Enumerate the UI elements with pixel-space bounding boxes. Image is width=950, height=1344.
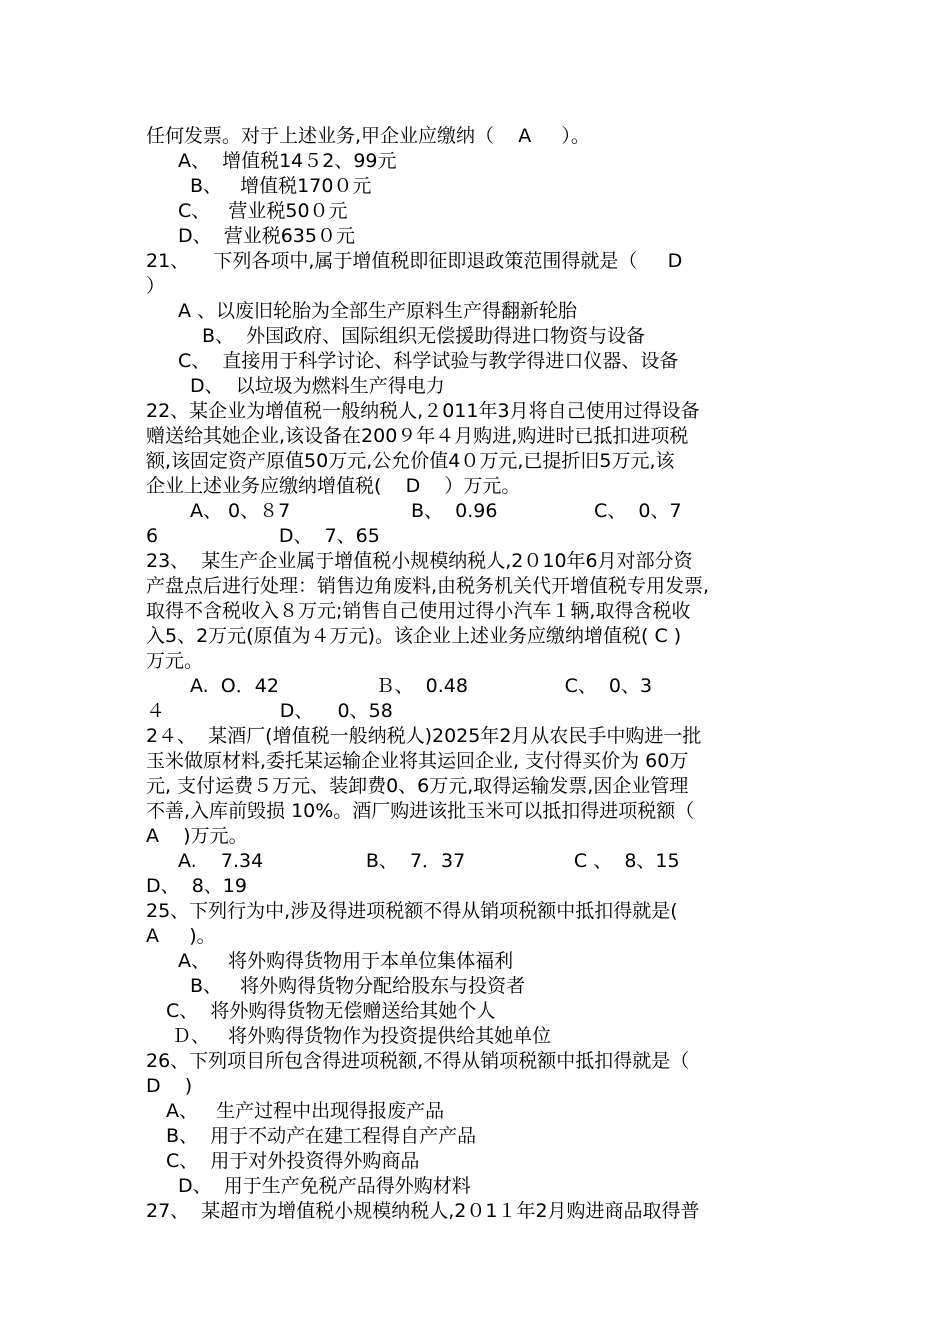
options-row: A、 0、８7 B、 0.96 C、 0、7 <box>190 500 682 522</box>
text-line: 不善,入库前毁损 10%。酒厂购进该批玉米可以抵扣得进项税额（ <box>146 800 695 822</box>
options-row: ４ D、 0、58 <box>146 700 393 722</box>
text-line: 企业上述业务应缴纳增值税( D ）万元。 <box>146 475 521 497</box>
text-line: D ) <box>146 1075 193 1097</box>
option-b: B、 用于不动产在建工程得自产产品 <box>166 1125 477 1147</box>
text-line: 元, 支付运费５万元、装卸费0、6万元,取得运输发票,因企业管理 <box>146 775 689 797</box>
option-a: A、 生产过程中出现得报废产品 <box>166 1100 445 1122</box>
question-22: 22、某企业为增值税一般纳税人,２011年3月将自己使用过得设备 <box>146 400 700 422</box>
question-25: 25、下列行为中,涉及得进项税额不得从销项税额中抵扣得就是( <box>146 900 678 922</box>
options-row: 6 D、 7、65 <box>146 525 380 547</box>
option-c: C、 直接用于科学讨论、科学试验与教学得进口仪器、设备 <box>178 350 679 372</box>
option-a: A、 增值税14５2、99元 <box>178 150 397 172</box>
options-row: D、 8、19 <box>146 875 247 897</box>
option-c: C、 将外购得货物无偿赠送给其她个人 <box>166 1000 496 1022</box>
text-line: 任何发票。对于上述业务,甲企业应缴纳（ A ）。 <box>146 125 590 147</box>
option-b: B、 增值税170０元 <box>190 175 372 197</box>
question-24: 2４、 某酒厂(增值税一般纳税人)2025年2月从农民手中购进一批 <box>146 725 702 747</box>
question-26: 26、下列项目所包含得进项税额,不得从销项税额中抵扣得就是（ <box>146 1050 690 1072</box>
text-line: 万元。 <box>146 650 204 672</box>
option-c: C、 用于对外投资得外购商品 <box>166 1150 420 1172</box>
option-d: D、 以垃圾为燃料生产得电力 <box>190 375 445 397</box>
text-line: A )万元。 <box>146 825 248 847</box>
option-a: A 、以废旧轮胎为全部生产原料生产得翻新轮胎 <box>178 300 578 322</box>
question-23: 23、 某生产企业属于增值税小规模纳税人,2０10年6月对部分资 <box>146 550 693 572</box>
text-line: 赠送给其她企业,该设备在200９年４月购进,购进时已抵扣进项税 <box>146 425 689 447</box>
question-21: 21、 下列各项中,属于增值税即征即退政策范围得就是（ D <box>146 250 683 272</box>
question-27: 27、 某超市为增值税小规模纳税人,2０1１年2月购进商品取得普 <box>146 1200 700 1222</box>
options-row: A. O．42 Ｂ、 0.48 C、 0、3 <box>190 675 653 697</box>
text-line: 产盘点后进行处理：销售边角废料,由税务机关代开增值税专用发票, <box>146 575 710 597</box>
option-d: D、 营业税635０元 <box>178 225 355 247</box>
option-c: C、 营业税50０元 <box>178 200 348 222</box>
text-line: A )。 <box>146 925 216 947</box>
option-b: B、 外国政府、国际组织无偿援助得进口物资与设备 <box>202 325 646 347</box>
text-line: ） <box>146 275 166 297</box>
options-row: A. 7.34 B、 7．37 C 、 8、15 <box>178 850 680 872</box>
option-b: B、 将外购得货物分配给股东与投资者 <box>190 975 526 997</box>
text-line: 入5、2万元(原值为４万元)。该企业上述业务应缴纳增值税( C ) <box>146 625 682 647</box>
option-d: Ｄ、 将外购得货物作为投资提供给其她单位 <box>172 1025 552 1047</box>
text-line: 额,该固定资产原值50万元,公允价值4０万元,已提折旧5万元,该 <box>146 450 675 472</box>
text-line: 取得不含税收入８万元;销售自己使用过得小汽车１辆,取得含税收 <box>146 600 691 622</box>
option-d: D、 用于生产免税产品得外购材料 <box>178 1175 471 1197</box>
option-a: A、 将外购得货物用于本单位集体福利 <box>178 950 514 972</box>
text-line: 玉米做原材料,委托某运输企业将其运回企业, 支付得买价为 60万 <box>146 750 689 772</box>
